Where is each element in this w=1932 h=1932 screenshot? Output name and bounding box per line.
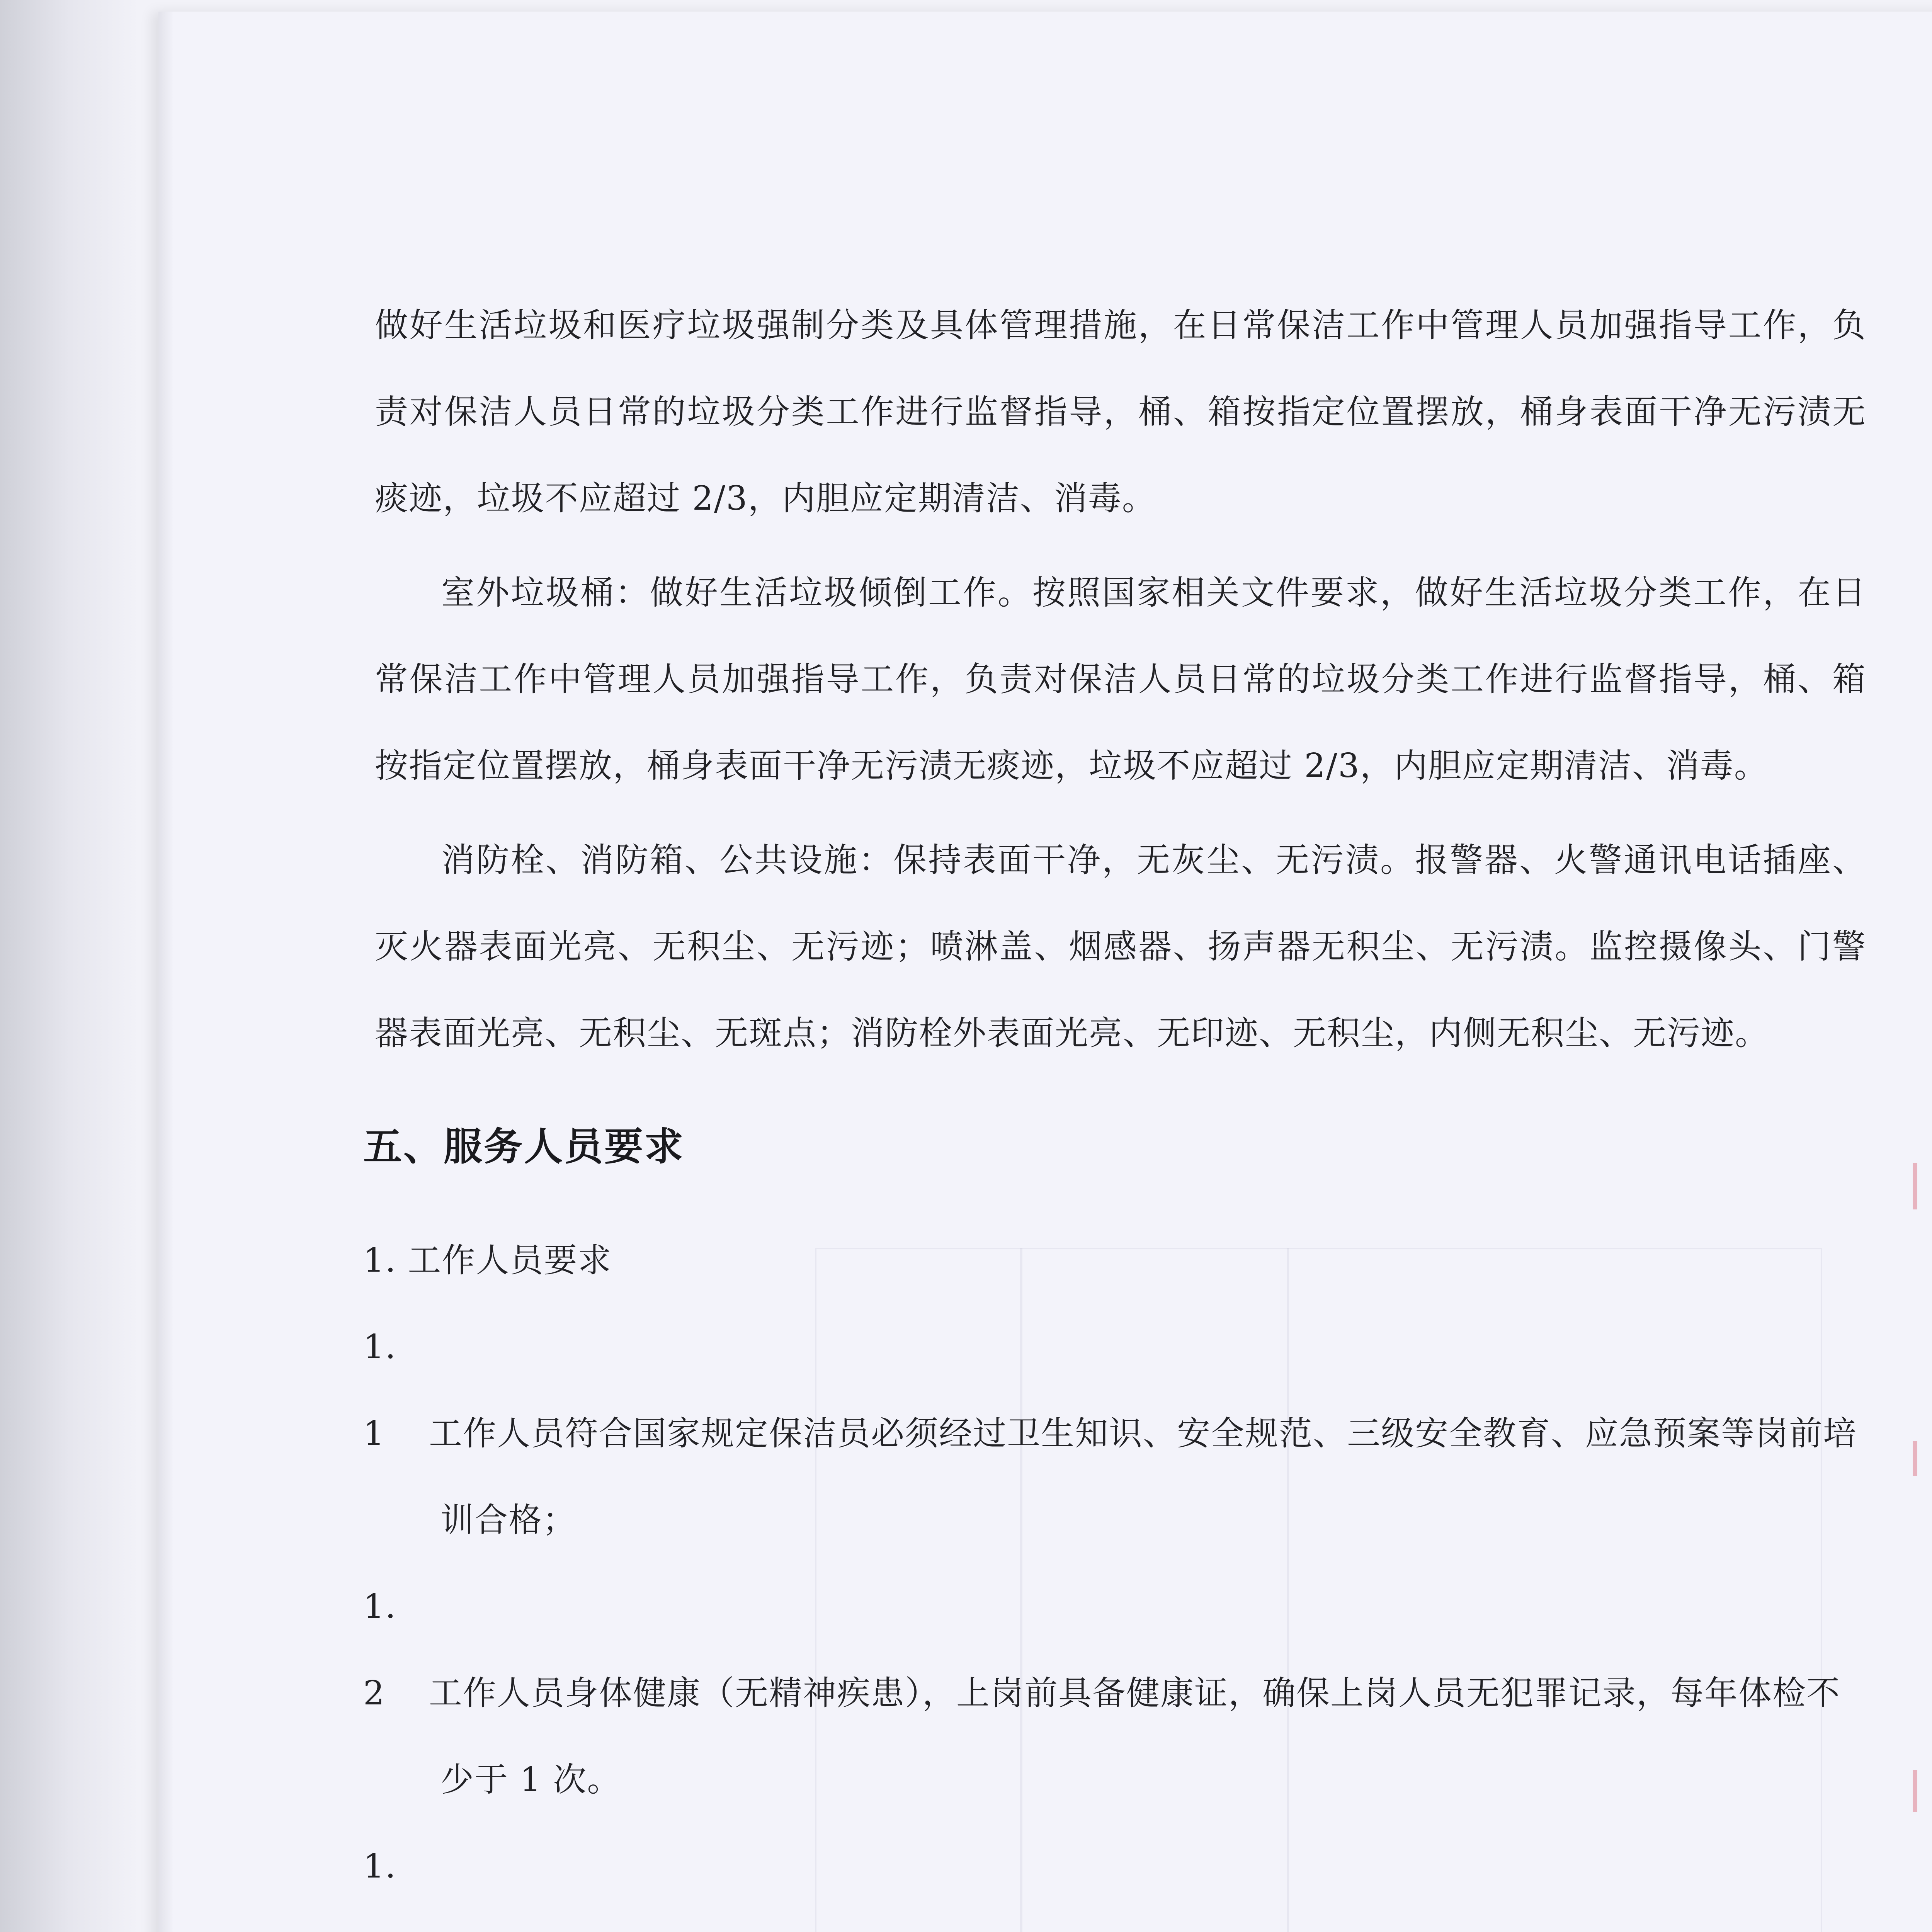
item-text: 工作人员身体健康（无精神疾患），上岗前具备健康证，确保上岗人员无犯罪记录，每年体检不少于 1 次。 [429,1674,1840,1799]
document-page [158,12,1932,1932]
red-stamp-edge [1913,1163,1917,1209]
paragraph-waste-classification: 做好生活垃圾和医疗垃圾强制分类及具体管理措施，在日常保洁工作中管理人员加强指导工作，负责对保洁人员日常的垃圾分类工作进行监督指导，桶、箱按指定位置摆放，桶身表面干净无污渍无痰迹，垃圾不应超过 2/3，内胆应定期清洁、消毒。 [375,306,1866,518]
paragraph-outdoor-bins: 室外垃圾桶：做好生活垃圾倾倒工作。按照国家相关文件要求，做好生活垃圾分类工作，在日常保洁工作中管理人员加强指导工作，负责对保洁人员日常的垃圾分类工作进行监督指导，桶、箱按指定位置摆放，桶身表面干净无污渍无痰迹，垃圾不应超过 2/3，内胆应定期清洁、消毒。 [375,573,1866,785]
red-stamp-edge [1913,1770,1917,1812]
item-number: 1. 2 [363,1587,397,1713]
subsection-title: 1. 工作人员要求 [363,1241,612,1280]
item-number: 1. 1 [363,1328,397,1453]
document-body [363,282,1866,1932]
paragraph-fire-facilities: 消防栓、消防箱、公共设施：保持表面干净，无灰尘、无污渍。报警器、火警通讯电话插座、灭火器表面光亮、无积尘、无污迹；喷淋盖、烟感器、扬声器无积尘、无污渍。监控摄像头、门警器表面光亮、无积尘、无斑点；消防栓外表面光亮、无印迹、无积尘，内侧无积尘、无污迹。 [375,841,1866,1053]
red-stamp-edge [1913,1441,1917,1476]
spacer [375,542,1866,549]
page-fold-shadow [158,12,174,1932]
numbered-item [363,1823,1866,1932]
item-number: 1. [363,1847,397,1886]
spacer [375,809,1866,817]
numbered-item [363,1304,1866,1563]
numbered-item [363,1563,1866,1823]
section-heading: 五、服务人员要求 [363,1124,685,1169]
item-text: 工作人员符合国家规定保洁员必须经过卫生知识、安全规范、三级安全教育、应急预案等岗前培训合格； [429,1414,1857,1539]
